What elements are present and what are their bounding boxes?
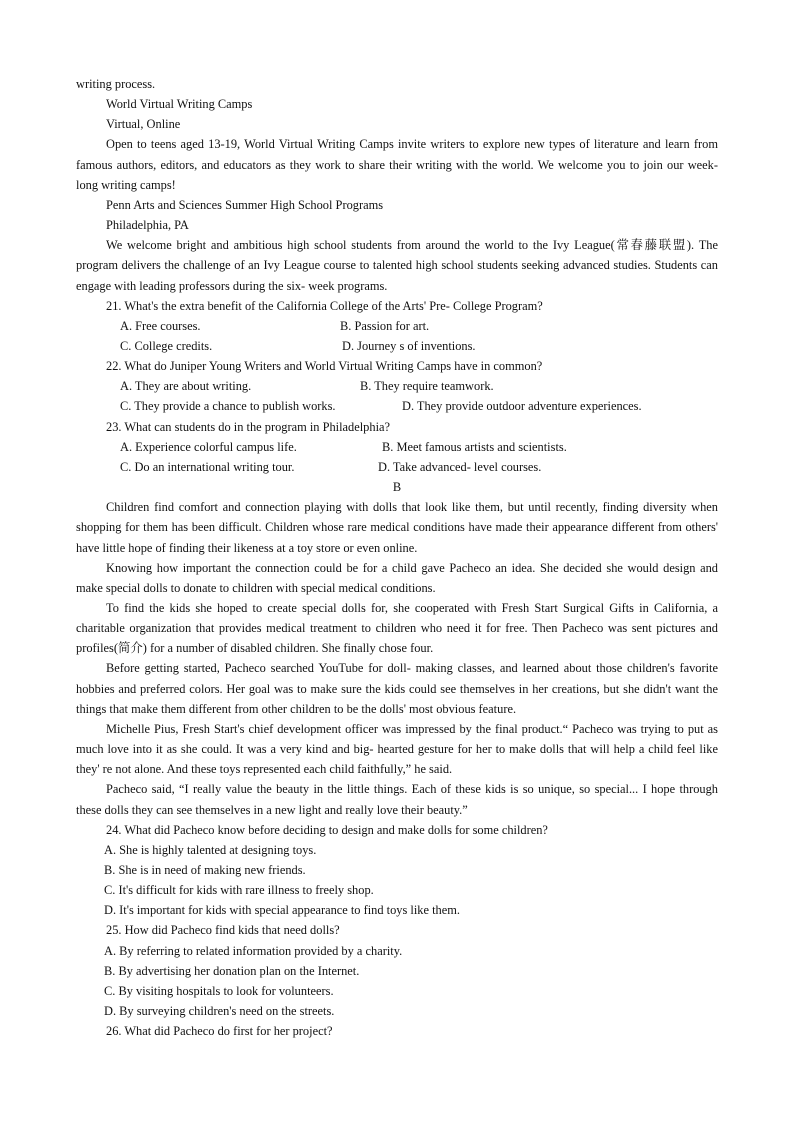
option: A. She is highly talented at designing toys. bbox=[104, 842, 317, 857]
option: B. Passion for art. bbox=[340, 318, 430, 333]
camp-location: Philadelphia, PA bbox=[106, 218, 189, 233]
option: B. She is in need of making new friends. bbox=[104, 863, 306, 877]
option: C. By visiting hospitals to look for volunteers. bbox=[104, 983, 334, 998]
question-stem: 21. What's the extra benefit of the California College of the Arts' Pre- College Program? bbox=[106, 298, 543, 313]
option-row bbox=[76, 437, 718, 457]
option: A. Free courses. bbox=[120, 318, 201, 333]
option: D. Journey s of inventions. bbox=[342, 339, 476, 354]
section-heading: B bbox=[392, 480, 402, 495]
camp-name: World Virtual Writing Camps bbox=[106, 97, 253, 112]
question-stem: 26. What did Pacheco do first for her project? bbox=[106, 1024, 333, 1039]
camp-description: Open to teens aged 13-19, World Virtual Writing Camps invite writers to explore new types of literature and learn from famous authors, editors, and educators as they work to share their writing with the world. We welcome you to join our week- long writing camps! bbox=[76, 137, 718, 192]
option: D. By surveying children's need on the streets. bbox=[104, 1004, 335, 1019]
option: C. Do an international writing tour. bbox=[120, 459, 295, 474]
question-stem: 25. How did Pacheco find kids that need dolls? bbox=[106, 923, 340, 938]
option: C. College credits. bbox=[120, 339, 213, 354]
question-stem: 24. What did Pacheco know before deciding to design and make dolls for some children? bbox=[106, 822, 548, 837]
option: D. They provide outdoor adventure experiences. bbox=[402, 399, 642, 414]
option: C. They provide a chance to publish works. bbox=[120, 399, 336, 414]
passage-paragraph: Children find comfort and connection playing with dolls that look like them, but until recently, finding diversity when shopping for them has been difficult. Children whose rare medical conditions have made their appearance different from others' have little hope of finding their likeness at a toy store or even online. bbox=[76, 500, 718, 555]
option-row bbox=[76, 457, 718, 477]
option: A. They are about writing. bbox=[120, 379, 252, 394]
question-stem: 23. What can students do in the program in Philadelphia? bbox=[106, 419, 391, 434]
option: C. It's difficult for kids with rare illness to freely shop. bbox=[104, 883, 374, 898]
passage-paragraph: Knowing how important the connection could be for a child gave Pacheco an idea. She decided she would design and make special dolls to donate to children with special medical conditions. bbox=[76, 560, 718, 595]
option-row bbox=[76, 376, 718, 396]
option: B. By advertising her donation plan on the Internet. bbox=[104, 963, 360, 978]
option-row bbox=[76, 316, 718, 336]
camp-description: We welcome bright and ambitious high school students from around the world to the Ivy League(常春藤联盟). The program delivers the challenge of an Ivy League course to talented high school students seeking advanced studies. Students can engage with leading professors during the six- week programs. bbox=[76, 238, 718, 293]
passage-paragraph: Before getting started, Pacheco searched YouTube for doll- making classes, and learned about those children's favorite hobbies and preferred colors. Her goal was to make sure the kids could see themselves in her creations, but she didn't want the things that make them different from other children to be the dolls' most obvious feature. bbox=[76, 661, 718, 716]
passage-paragraph: To find the kids she hoped to create special dolls for, she cooperated with Fresh Start Surgical Gifts in California, a charitable organization that provides medical treatment to children who need it for free. Then Pacheco was sent pictures and profiles(简介) for a number of disabled children. She finally chose four. bbox=[76, 600, 718, 656]
option: D. It's important for kids with special appearance to find toys like them. bbox=[104, 903, 460, 918]
option: B. They require teamwork. bbox=[360, 379, 494, 394]
camp-name: Penn Arts and Sciences Summer High School Programs bbox=[106, 197, 384, 212]
option-row bbox=[76, 396, 718, 416]
question-stem: 22. What do Juniper Young Writers and World Virtual Writing Camps have in common? bbox=[106, 359, 543, 374]
passage-text: writing process. bbox=[76, 77, 156, 91]
option-row bbox=[76, 336, 718, 356]
exam-page bbox=[76, 74, 718, 1041]
option: A. By referring to related information provided by a charity. bbox=[104, 943, 403, 958]
passage-paragraph: Michelle Pius, Fresh Start's chief development officer was impressed by the final product.“ Pacheco was trying to put as much love into it as she could. It was a very kind and big- hearted gesture for her to make dolls that will help a child feel like they' re not alone. And these toys represented each child faithfully,” he said. bbox=[76, 721, 718, 777]
camp-location: Virtual, Online bbox=[106, 117, 181, 132]
option: B. Meet famous artists and scientists. bbox=[382, 439, 567, 454]
passage-paragraph: Pacheco said, “I really value the beauty in the little things. Each of these kids is so unique, so special... I hope through these dolls they can see themselves in a new light and really love their beauty.” bbox=[76, 782, 718, 817]
option: D. Take advanced- level courses. bbox=[378, 459, 542, 474]
option: A. Experience colorful campus life. bbox=[120, 439, 297, 454]
